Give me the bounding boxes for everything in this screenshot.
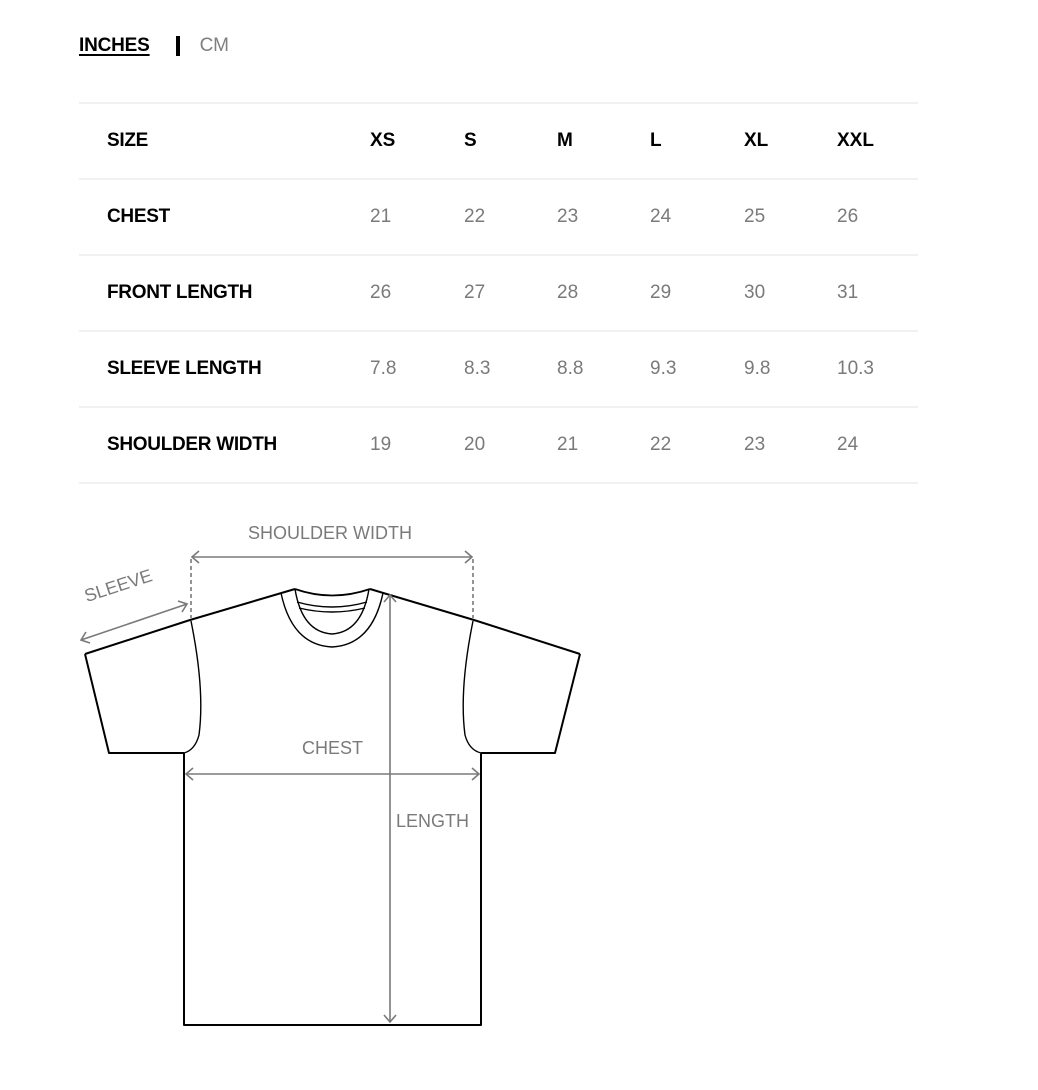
- table-cell: 27: [464, 282, 486, 303]
- table-cell: 26: [370, 282, 392, 303]
- table-cell: 9.3: [650, 358, 677, 379]
- size-column-header: L: [650, 130, 662, 151]
- sleeve-label: SLEEVE: [81, 565, 155, 606]
- shoulder-width-label: SHOULDER WIDTH: [248, 523, 413, 543]
- table-cell: 22: [650, 434, 672, 455]
- size-chart-table: [79, 102, 918, 484]
- inches-tab[interactable]: INCHES: [79, 35, 150, 56]
- chest-label: CHEST: [302, 738, 364, 758]
- table-cell: 8.3: [464, 358, 491, 379]
- table-row: [79, 255, 918, 331]
- table-cell: 22: [464, 206, 486, 227]
- table-row: [79, 179, 918, 255]
- table-cell: 20: [464, 434, 486, 455]
- table-row: [79, 331, 918, 407]
- unit-toggle: [79, 34, 229, 58]
- row-label: FRONT LENGTH: [107, 282, 253, 303]
- table-cell: 21: [370, 206, 392, 227]
- table-row: [79, 407, 918, 483]
- table-cell: 7.8: [370, 358, 397, 379]
- size-column-header: M: [557, 130, 573, 151]
- table-cell: 29: [650, 282, 672, 303]
- table-cell: 23: [744, 434, 766, 455]
- table-cell: 19: [370, 434, 392, 455]
- table-cell: 25: [744, 206, 766, 227]
- size-column-header: XXL: [837, 130, 874, 151]
- table-cell: 21: [557, 434, 579, 455]
- table-cell: 24: [650, 206, 672, 227]
- tshirt-measurement-diagram: [0, 500, 620, 1060]
- size-column-header: S: [464, 130, 477, 151]
- table-cell: 31: [837, 282, 859, 303]
- table-cell: 28: [557, 282, 579, 303]
- table-cell: 9.8: [744, 358, 771, 379]
- size-header-label: SIZE: [107, 130, 149, 151]
- unit-separator: [176, 36, 180, 56]
- table-cell: 24: [837, 434, 859, 455]
- row-label: SHOULDER WIDTH: [107, 434, 277, 455]
- table-cell: 30: [744, 282, 766, 303]
- table-cell: 23: [557, 206, 579, 227]
- size-column-header: XL: [744, 130, 769, 151]
- table-header-row: [79, 103, 918, 179]
- table-cell: 10.3: [837, 358, 874, 379]
- table-cell: 8.8: [557, 358, 584, 379]
- row-label: CHEST: [107, 206, 170, 227]
- size-column-header: XS: [370, 130, 396, 151]
- length-label: LENGTH: [396, 811, 470, 831]
- cm-tab[interactable]: CM: [199, 35, 229, 56]
- row-label: SLEEVE LENGTH: [107, 358, 262, 379]
- table-cell: 26: [837, 206, 859, 227]
